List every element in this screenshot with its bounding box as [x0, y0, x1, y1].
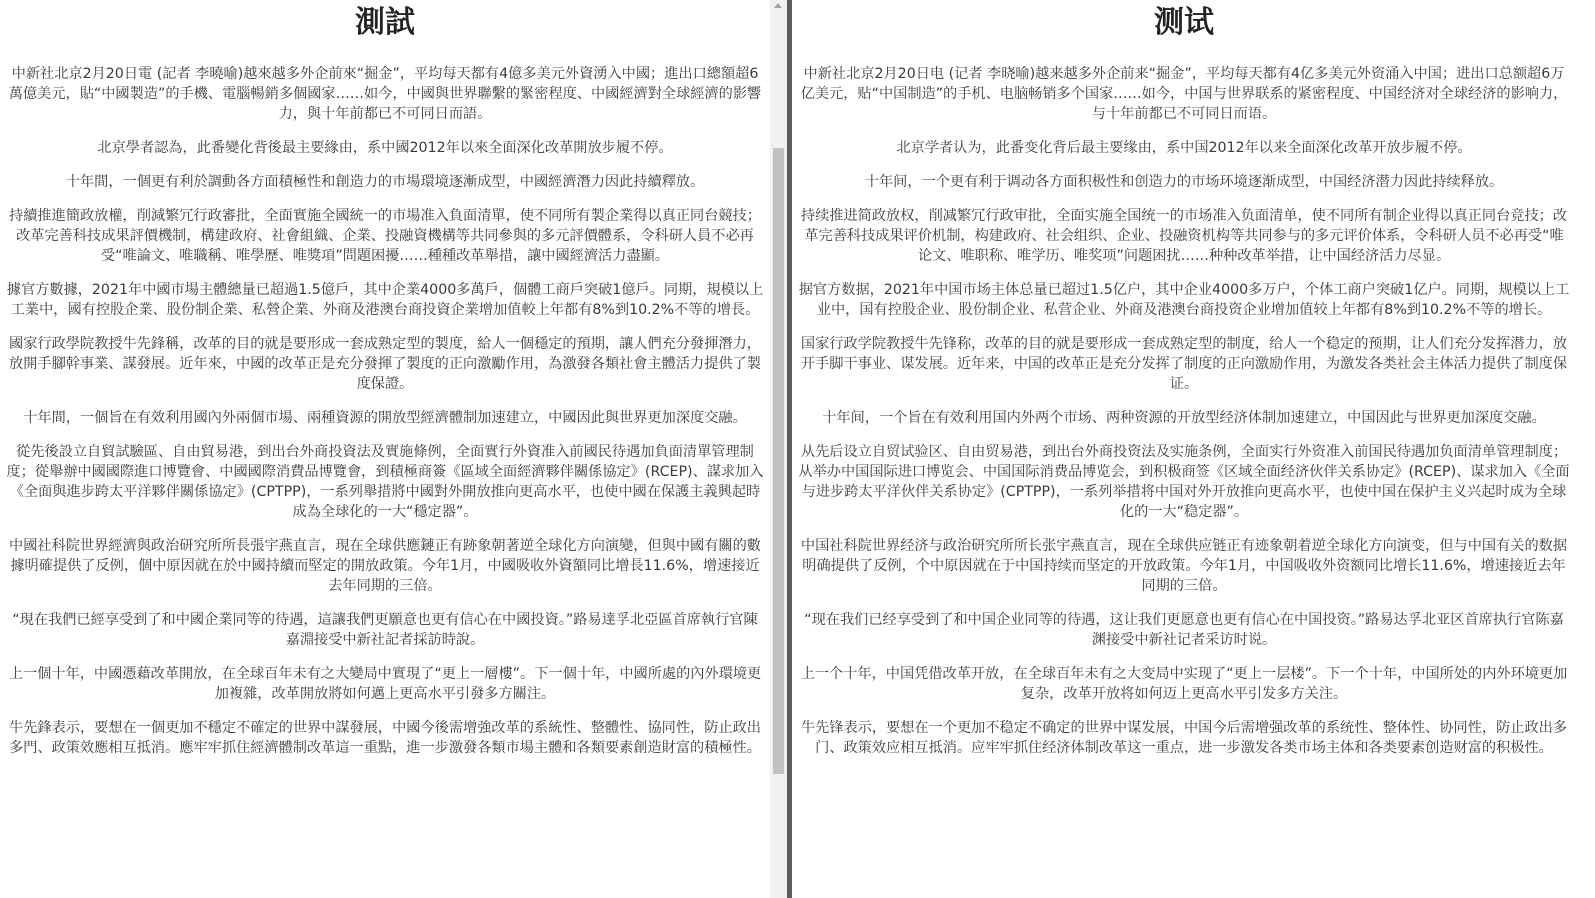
paragraph-11: 上一个十年，中国凭借改革开放，在全球百年未有之大变局中实现了“更上一层楼”。下一个十年，中国所处的内外环境更加复杂，改革开放将如何迈上更高水平引发多方关注。: [800, 666, 1568, 702]
window-margin: [1576, 0, 1595, 898]
paragraph-10: “現在我們已經享受到了和中國企業同等的待遇，這讓我們更願意也更有信心在中國投資。”路易達孚北亞區首席執行官陳嘉淵接受中新社記者採訪時說。: [12, 612, 758, 648]
paragraph-2: 北京学者认为，此番变化背后最主要缘由，系中国2012年以来全面深化改革开放步履不停。: [896, 140, 1472, 156]
paragraph-12: 牛先鋒表示，要想在一個更加不穩定不確定的世界中謀發展，中國今後需增強改革的系統性、整體性、協同性，防止政出多門、政策效應相互抵消。應牢牢抓住經濟體制改革這一重點，進一步激發各類市場主體和各類要素創造財富的積極性。: [9, 720, 761, 756]
paragraph-9: 中國社科院世界經濟與政治研究所所長張宇燕直言，現在全球供應鏈正有跡象朝著逆全球化方向演變，但與中國有關的數據明確提供了反例，個中原因就在於中國持續而堅定的開放政策。今年1月，中國吸收外資額同比增長11.6%，增速接近去年同期的三倍。: [9, 538, 761, 594]
traditional-article: [0, 0, 770, 758]
scroll-up-arrow-icon[interactable]: [774, 3, 782, 8]
scrollbar-thumb[interactable]: [773, 148, 784, 774]
traditional-chinese-pane[interactable]: [0, 0, 770, 898]
page-title-simplified: 测试: [1154, 5, 1214, 40]
paragraph-7: 十年间，一个旨在有效利用国内外两个市场、两种资源的开放型经济体制加速建立，中国因此与世界更加深度交融。: [822, 410, 1546, 426]
paragraph-4: 持续推进简政放权，削减繁冗行政审批，全面实施全国统一的市场准入负面清单，使不同所有制企业得以真正同台竞技；改革完善科技成果评价机制，构建政府、社会组织、企业、投融资机构等共同参与的多元评价体系，令科研人员不必再受“唯论文、唯职称、唯学历、唯奖项”问题困扰……种种改革举措，让中国经济活力尽显。: [800, 208, 1568, 264]
page-title-traditional: 測試: [355, 5, 415, 40]
paragraph-7: 十年間，一個旨在有效利用國內外兩個市場、兩種資源的開放型經濟體制加速建立，中國因此與世界更加深度交融。: [23, 410, 747, 426]
paragraph-5: 據官方數據，2021年中國市場主體總量已超過1.5億戶，其中企業4000多萬戶，個體工商戶突破1億戶。同期，規模以上工業中，國有控股企業、股份制企業、私營企業、外商及港澳台商投資企業增加值較上年都有8%到10.2%不等的增長。: [6, 282, 764, 318]
paragraph-9: 中国社科院世界经济与政治研究所所长张宇燕直言，现在全球供应链正有迹象朝着逆全球化方向演变，但与中国有关的数据明确提供了反例，个中原因就在于中国持续而坚定的开放政策。今年1月，中国吸收外资额同比增长11.6%，增速接近去年同期的三倍。: [800, 538, 1568, 594]
paragraph-1: 中新社北京2月20日电 (记者 李晓喻)越来越多外企前来“掘金”，平均每天都有4亿多美元外资涌入中国；进出口总额超6万亿美元，贴“中国制造”的手机、电脑畅销多个国家……如今，中国与世界联系的紧密程度、中国经济对全球经济的影响力，与十年前都已不可同日而语。: [800, 66, 1568, 122]
paragraph-1: 中新社北京2月20日電 (記者 李曉喻)越來越多外企前來“掘金”，平均每天都有4億多美元外資湧入中國；進出口總額超6萬億美元，貼“中國製造”的手機、電腦暢銷多個國家……如今，中國與世界聯繫的緊密程度、中國經濟對全球經濟的影響力，與十年前都已不可同日而語。: [8, 66, 762, 122]
paragraph-4: 持續推進簡政放權，削減繁冗行政審批，全面實施全國統一的市場准入負面清單，使不同所有製企業得以真正同台競技；改革完善科技成果評價機制，構建政府、社會組織、企業、投融資機構等共同參與的多元評價體系，令科研人員不必再受“唯論文、唯職稱、唯學歷、唯獎項”問題困擾……種種改革舉措，讓中國經濟活力盡顯。: [9, 208, 761, 264]
paragraph-3: 十年间，一个更有利于调动各方面积极性和创造力的市场环境逐渐成型，中国经济潜力因此持续释放。: [864, 174, 1504, 190]
paragraph-5: 据官方数据，2021年中国市场主体总量已超过1.5亿户，其中企业4000多万户，个体工商户突破1亿户。同期，规模以上工业中，国有控股企业、股份制企业、私营企业、外商及港澳台商投资企业增加值较上年都有8%到10.2%不等的增长。: [798, 282, 1570, 318]
paragraph-6: 国家行政学院教授牛先锋称，改革的目的就是要形成一套成熟定型的制度，给人一个稳定的预期，让人们充分发挥潜力，放开手脚干事业、谋发展。近年来，中国的改革正是充分发挥了制度的正向激励作用，为激发各类社会主体活力提供了制度保证。: [800, 336, 1568, 392]
paragraph-11: 上一個十年，中國憑藉改革開放，在全球百年未有之大變局中實現了“更上一層樓”。下一個十年，中國所處的內外環境更加複雜，改革開放將如何邁上更高水平引發多方關注。: [8, 666, 762, 702]
simplified-chinese-pane[interactable]: [792, 0, 1576, 898]
paragraph-10: “现在我们已经享受到了和中国企业同等的待遇，这让我们更愿意也更有信心在中国投资。”路易达孚北亚区首席执行官陈嘉渊接受中新社记者采访时说。: [804, 612, 1564, 648]
left-pane-scrollbar[interactable]: [770, 0, 787, 898]
paragraph-8: 從先後設立自貿試驗區、自由貿易港，到出台外商投資法及實施條例，全面實行外資准入前國民待遇加負面清單管理制度；從舉辦中國國際進口博覽會、中國國際消費品博覽會，到積極商簽《區域全面經濟夥伴關係協定》(RCEP)、謀求加入《全面與進步跨太平洋夥伴關係協定》(CPTPP)，一系列舉措將中國對外開放推向更高水平，也使中國在保護主義興起時成為全球化的一大“穩定器”。: [6, 444, 764, 520]
paragraph-8: 从先后设立自贸试验区、自由贸易港，到出台外商投资法及实施条例，全面实行外资准入前国民待遇加负面清单管理制度；从举办中国国际进口博览会、中国国际消费品博览会，到积极商签《区域全面经济伙伴关系协定》(RCEP)、谋求加入《全面与进步跨太平洋伙伴关系协定》(CPTPP)，一系列举措将中国对外开放推向更高水平，也使中国在保护主义兴起时成为全球化的一大“稳定器”。: [798, 444, 1570, 520]
simplified-article: [792, 0, 1576, 758]
paragraph-2: 北京學者認為，此番變化背後最主要緣由，系中國2012年以來全面深化改革開放步履不停。: [97, 140, 673, 156]
paragraph-3: 十年間，一個更有利於調動各方面積極性和創造力的市場環境逐漸成型，中國經濟潛力因此持續釋放。: [65, 174, 705, 190]
paragraph-12: 牛先锋表示，要想在一个更加不稳定不确定的世界中谋发展，中国今后需增强改革的系统性、整体性、协同性，防止政出多门、政策效应相互抵消。应牢牢抓住经济体制改革这一重点，进一步激发各类市场主体和各类要素创造财富的积极性。: [800, 720, 1568, 756]
paragraph-6: 國家行政學院教授牛先鋒稱，改革的目的就是要形成一套成熟定型的製度，給人一個穩定的預期，讓人們充分發揮潛力，放開手腳幹事業、謀發展。近年來，中國的改革正是充分發揮了製度的正向激勵作用，為激發各類社會主體活力提供了製度保證。: [9, 336, 761, 392]
